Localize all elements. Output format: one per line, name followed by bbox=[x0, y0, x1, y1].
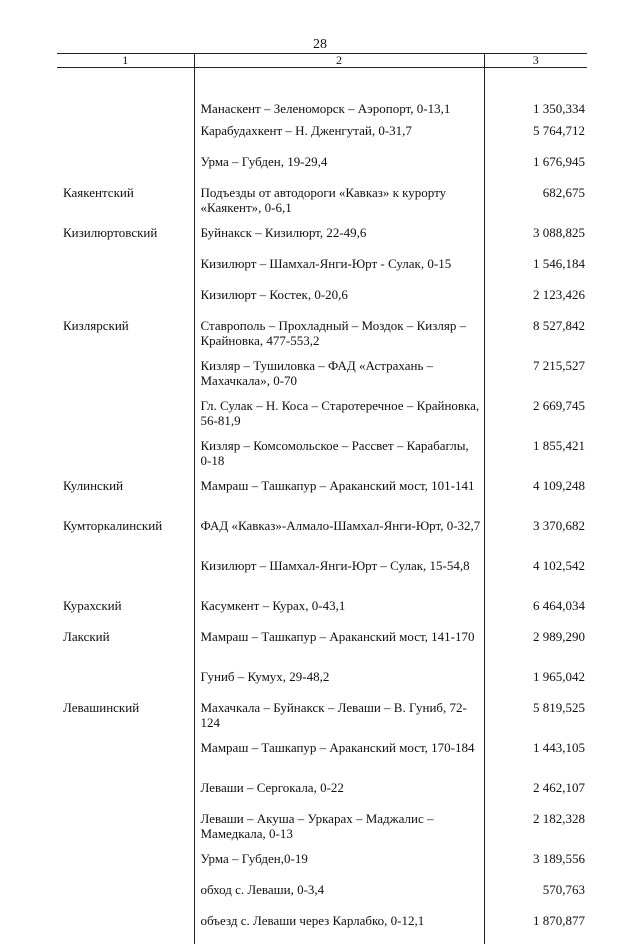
district-cell bbox=[57, 913, 194, 944]
amount-cell: 7 215,527 bbox=[484, 358, 587, 398]
district-cell: Левашинский bbox=[57, 700, 194, 740]
district-cell: Кумторкалинский bbox=[57, 518, 194, 558]
road-cell: Мамраш – Ташкапур – Араканский мост, 141-170 bbox=[194, 629, 484, 669]
district-cell: Кизлярский bbox=[57, 318, 194, 358]
district-cell bbox=[57, 358, 194, 398]
table-row bbox=[57, 629, 587, 669]
amount-cell: 2 182,328 bbox=[484, 811, 587, 851]
table-row bbox=[57, 913, 587, 944]
table-row bbox=[57, 882, 587, 913]
road-cell: Мамраш – Ташкапур – Араканский мост, 101-141 bbox=[194, 478, 484, 518]
road-cell: Буйнакск – Кизилюрт, 22-49,6 bbox=[194, 225, 484, 256]
district-cell bbox=[57, 851, 194, 882]
district-cell bbox=[57, 740, 194, 780]
amount-cell: 5 764,712 bbox=[484, 123, 587, 154]
district-cell: Кизилюртовский bbox=[57, 225, 194, 256]
district-cell bbox=[57, 558, 194, 598]
amount-cell: 1 855,421 bbox=[484, 438, 587, 478]
table-row bbox=[57, 811, 587, 851]
amount-cell: 5 819,525 bbox=[484, 700, 587, 740]
table-row bbox=[57, 358, 587, 398]
amount-cell: 2 123,426 bbox=[484, 287, 587, 318]
road-cell: Махачкала – Буйнакск – Леваши – В. Гуниб, 72-124 bbox=[194, 700, 484, 740]
amount-cell: 2 462,107 bbox=[484, 780, 587, 811]
road-cell: Ставрополь – Прохладный – Моздок – Кизляр – Крайновка, 477-553,2 bbox=[194, 318, 484, 358]
table-row bbox=[57, 68, 587, 124]
road-cell: Манаскент – Зеленоморск – Аэропорт, 0-13,1 bbox=[194, 68, 484, 124]
district-cell: Лакский bbox=[57, 629, 194, 669]
district-cell bbox=[57, 398, 194, 438]
amount-cell: 1 546,184 bbox=[484, 256, 587, 287]
amount-cell: 1 965,042 bbox=[484, 669, 587, 700]
road-cell: Леваши – Сергокала, 0-22 bbox=[194, 780, 484, 811]
table-row bbox=[57, 154, 587, 185]
table-row bbox=[57, 185, 587, 225]
road-cell: Гл. Сулак – Н. Коса – Старотеречное – Крайновка, 56-81,9 bbox=[194, 398, 484, 438]
table-row bbox=[57, 518, 587, 558]
district-cell bbox=[57, 780, 194, 811]
amount-cell: 4 102,542 bbox=[484, 558, 587, 598]
table-row bbox=[57, 123, 587, 154]
table-row bbox=[57, 256, 587, 287]
road-cell: Урма – Губден,0-19 bbox=[194, 851, 484, 882]
table-row bbox=[57, 669, 587, 700]
table-row bbox=[57, 287, 587, 318]
column-header-1: 1 bbox=[57, 54, 194, 68]
road-cell: Урма – Губден, 19-29,4 bbox=[194, 154, 484, 185]
road-cell: ФАД «Кавказ»-Алмало-Шамхал-Янги-Юрт, 0-32,7 bbox=[194, 518, 484, 558]
table-row bbox=[57, 398, 587, 438]
road-cell: Кизляр – Комсомольское – Рассвет – Карабаглы, 0-18 bbox=[194, 438, 484, 478]
district-cell bbox=[57, 68, 194, 124]
amount-cell: 3 189,556 bbox=[484, 851, 587, 882]
amount-cell: 682,675 bbox=[484, 185, 587, 225]
road-cell: Касумкент – Курах, 0-43,1 bbox=[194, 598, 484, 629]
table-row bbox=[57, 478, 587, 518]
table-row bbox=[57, 558, 587, 598]
amount-cell: 1 676,945 bbox=[484, 154, 587, 185]
amount-cell: 2 669,745 bbox=[484, 398, 587, 438]
amount-cell: 570,763 bbox=[484, 882, 587, 913]
table-row bbox=[57, 851, 587, 882]
table-row bbox=[57, 780, 587, 811]
amount-cell: 3 370,682 bbox=[484, 518, 587, 558]
road-cell: Мамраш – Ташкапур – Араканский мост, 170-184 bbox=[194, 740, 484, 780]
amount-cell: 1 870,877 bbox=[484, 913, 587, 944]
road-cell: Карабудахкент – Н. Дженгутай, 0-31,7 bbox=[194, 123, 484, 154]
column-header-3: 3 bbox=[484, 54, 587, 68]
district-cell bbox=[57, 123, 194, 154]
amount-cell: 1 443,105 bbox=[484, 740, 587, 780]
amount-cell: 2 989,290 bbox=[484, 629, 587, 669]
district-cell bbox=[57, 256, 194, 287]
road-cell: объезд с. Леваши через Карлабко, 0-12,1 bbox=[194, 913, 484, 944]
road-funding-table bbox=[57, 53, 587, 944]
amount-cell: 4 109,248 bbox=[484, 478, 587, 518]
page-number: 28 bbox=[0, 37, 640, 53]
table-body bbox=[57, 68, 587, 944]
district-cell bbox=[57, 154, 194, 185]
district-cell bbox=[57, 287, 194, 318]
amount-cell: 8 527,842 bbox=[484, 318, 587, 358]
table-row bbox=[57, 740, 587, 780]
table-header-row bbox=[57, 54, 587, 68]
table-row bbox=[57, 598, 587, 629]
table-row bbox=[57, 438, 587, 478]
district-cell: Каякентский bbox=[57, 185, 194, 225]
road-cell: Кизилюрт – Костек, 0-20,6 bbox=[194, 287, 484, 318]
district-cell bbox=[57, 438, 194, 478]
road-cell: Кизилюрт – Шамхал-Янги-Юрт - Сулак, 0-15 bbox=[194, 256, 484, 287]
district-cell bbox=[57, 669, 194, 700]
road-cell: Подъезды от автодороги «Кавказ» к курорту «Каякент», 0-6,1 bbox=[194, 185, 484, 225]
amount-cell: 3 088,825 bbox=[484, 225, 587, 256]
table-row bbox=[57, 700, 587, 740]
district-cell: Кулинский bbox=[57, 478, 194, 518]
column-header-2: 2 bbox=[194, 54, 484, 68]
table-row bbox=[57, 318, 587, 358]
road-cell: Гуниб – Кумух, 29-48,2 bbox=[194, 669, 484, 700]
road-cell: обход с. Леваши, 0-3,4 bbox=[194, 882, 484, 913]
amount-cell: 6 464,034 bbox=[484, 598, 587, 629]
district-cell bbox=[57, 882, 194, 913]
amount-cell: 1 350,334 bbox=[484, 68, 587, 124]
table-row bbox=[57, 225, 587, 256]
road-cell: Кизляр – Тушиловка – ФАД «Астрахань – Махачкала», 0-70 bbox=[194, 358, 484, 398]
district-cell: Курахский bbox=[57, 598, 194, 629]
road-cell: Кизилюрт – Шамхал-Янги-Юрт – Сулак, 15-54,8 bbox=[194, 558, 484, 598]
road-cell: Леваши – Акуша – Уркарах – Маджалис – Мамедкала, 0-13 bbox=[194, 811, 484, 851]
district-cell bbox=[57, 811, 194, 851]
